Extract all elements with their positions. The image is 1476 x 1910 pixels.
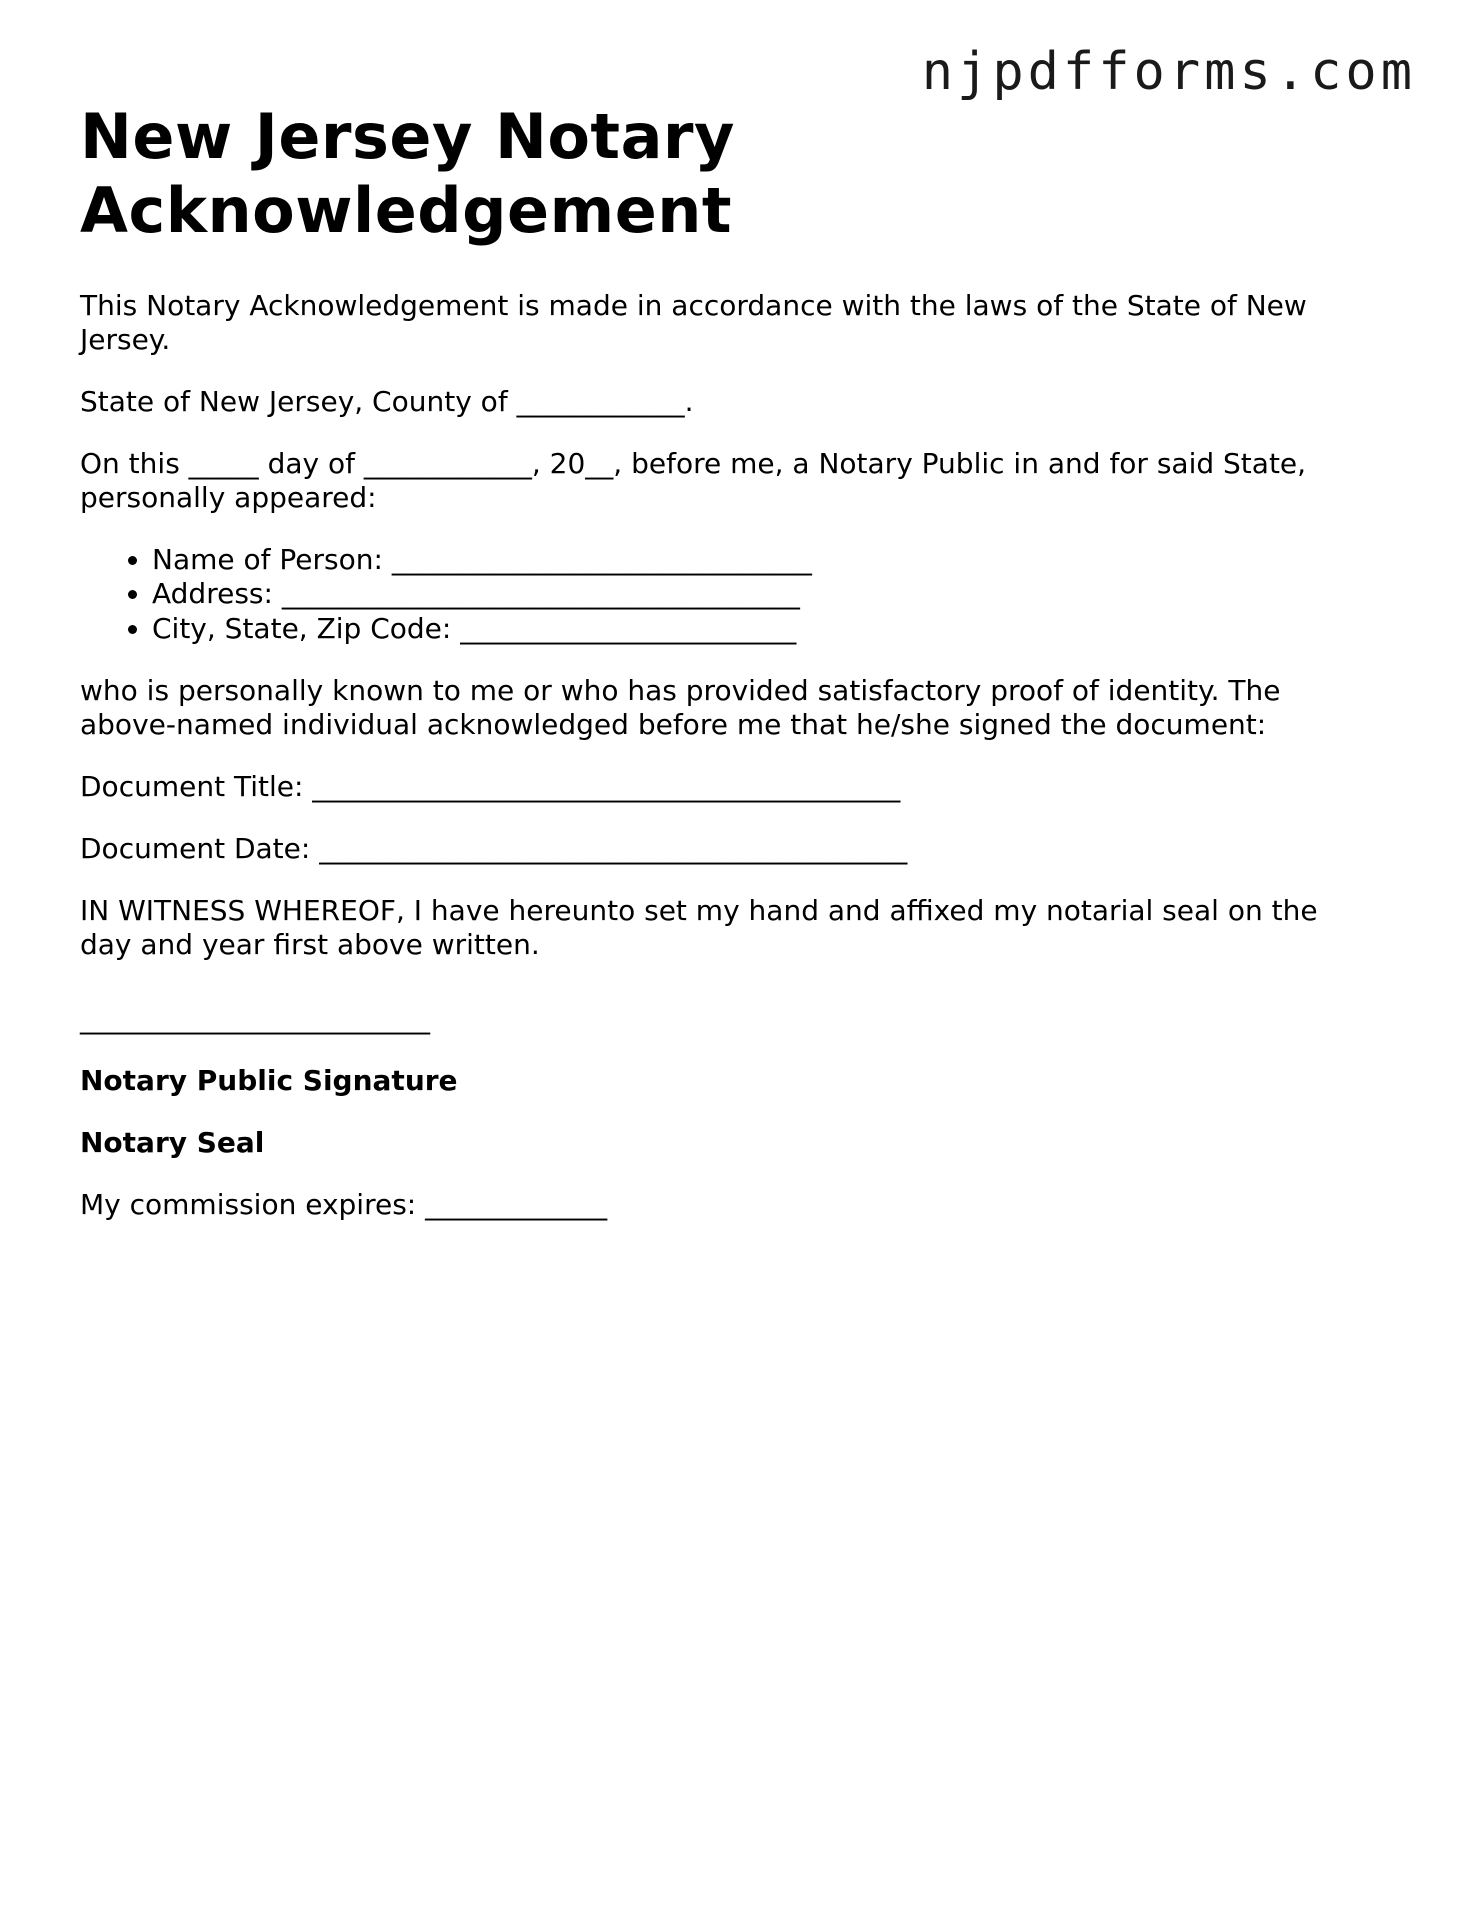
county-line: State of New Jersey, County of ____________. xyxy=(80,384,694,418)
document-date-line: Document Date: __________________________________________ xyxy=(80,832,908,866)
site-watermark: njpdfforms.com xyxy=(921,42,1416,102)
date-line: On this _____ day of ____________, 20__, before me, a Notary Public in and for said State, personally appeared: xyxy=(80,446,1307,514)
intro-paragraph: This Notary Acknowledgement is made in accordance with the laws of the State of New Jersey. xyxy=(80,288,1307,356)
list-item-city-state-zip: • City, State, Zip Code: ________________________ xyxy=(152,612,1370,647)
signature-label: Notary Public Signature xyxy=(80,1064,458,1098)
seal-label: Notary Seal xyxy=(80,1126,265,1160)
document-title-line: Document Title: __________________________________________ xyxy=(80,770,901,804)
identity-paragraph: who is personally known to me or who has provided satisfactory proof of identity. The above-named individual acknowledged before me that he/she signed the document: xyxy=(80,674,1281,742)
witness-paragraph: IN WITNESS WHEREOF, I have hereunto set my hand and affixed my notarial seal on the day and year first above written. xyxy=(80,894,1318,962)
document-page xyxy=(80,100,1370,1222)
document-title: New Jersey Notary Acknowledgement xyxy=(80,100,735,248)
commission-line: My commission expires: _____________ xyxy=(80,1188,608,1222)
list-item-address: • Address: _____________________________________ xyxy=(152,577,1370,612)
signature-line: _________________________ xyxy=(80,1002,430,1036)
person-fields-list xyxy=(80,543,1370,647)
list-item-name: • Name of Person: ______________________________ xyxy=(152,543,1370,578)
